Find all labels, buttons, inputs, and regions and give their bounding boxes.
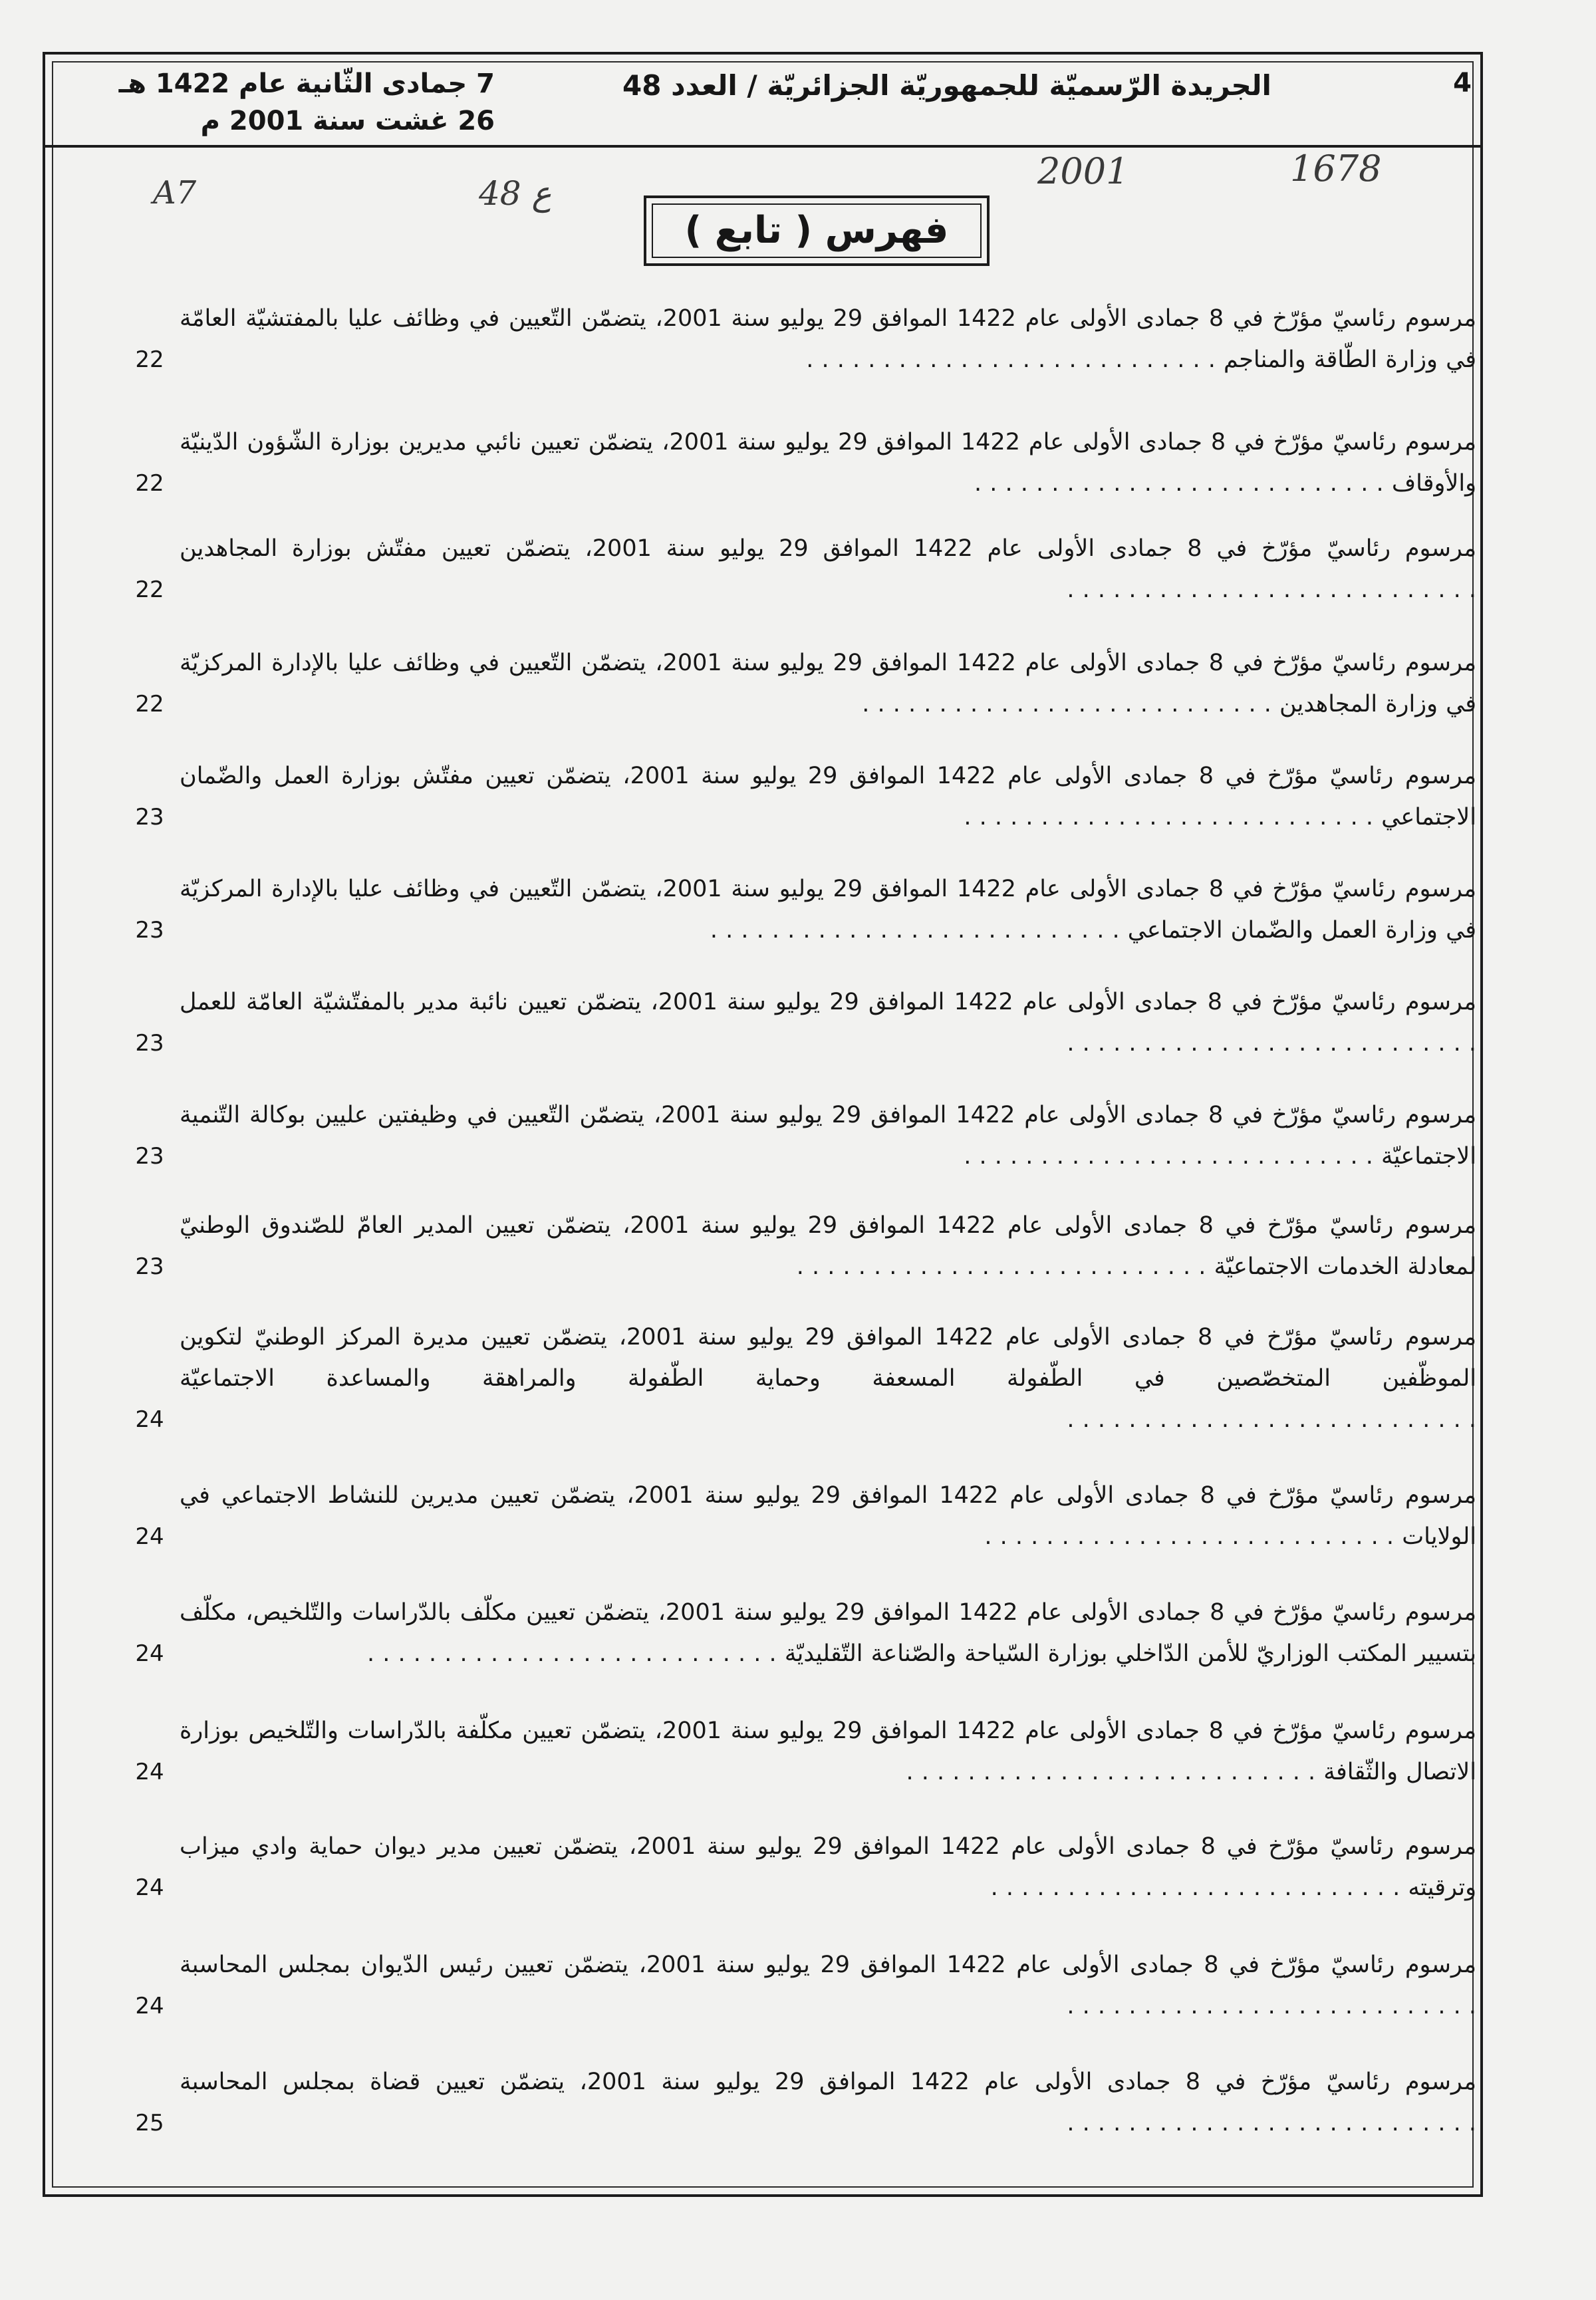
entry-text: مرسوم رئاسيّ مؤرّخ في 8 جمادى الأولى عام 1422 الموافق 29 يوليو سنة 2001، يتضمّن تعيين مفتّش بوزارة المجاهدين . . . . . . . . . . . . . . . . . . . . . . . . . . . xyxy=(180,535,1476,603)
entry-page-number: 22 xyxy=(135,470,164,497)
index-title-box xyxy=(644,195,990,266)
entry-page-number: 23 xyxy=(135,804,164,831)
entry-page-number: 23 xyxy=(135,1143,164,1170)
entry-page-number: 23 xyxy=(135,1253,164,1280)
entry-page-number: 24 xyxy=(135,1874,164,1901)
entry-text: مرسوم رئاسيّ مؤرّخ في 8 جمادى الأولى عام 1422 الموافق 29 يوليو سنة 2001، يتضمّن التّعيين في وظائف عليا بالإدارة المركزيّة في وزارة المجاهدين . . . . . . . . . . . . . . . . . . . . . . . . . . . xyxy=(180,650,1476,717)
entry-page-number: 24 xyxy=(135,1993,164,2019)
entry-text: مرسوم رئاسيّ مؤرّخ في 8 جمادى الأولى عام 1422 الموافق 29 يوليو سنة 2001، يتضمّن تعيين مديرة المركز الوطنيّ لتكوين الموظّفين المتخصّصين في الطّفولة المسعفة وحماية الطّفولة والمراهقة والمساعدة الاجتماعيّة . . . . . . . . . . . . . . . . . . . . . . . . . . . xyxy=(180,1324,1476,1433)
entry-page-number: 22 xyxy=(135,346,164,373)
gregorian-date: 26 غشت سنة 2001 م xyxy=(200,106,495,136)
entry-text: مرسوم رئاسيّ مؤرّخ في 8 جمادى الأولى عام 1422 الموافق 29 يوليو سنة 2001، يتضمّن تعيين مفتّش بوزارة العمل والضّمان الاجتماعي . . . . . . . . . . . . . . . . . . . . . . . . . . . xyxy=(180,763,1476,831)
entry-page-number: 25 xyxy=(135,2110,164,2136)
handwritten-note: 1678 xyxy=(1290,148,1382,190)
entry-text: مرسوم رئاسيّ مؤرّخ في 8 جمادى الأولى عام 1422 الموافق 29 يوليو سنة 2001، يتضمّن تعيين مكلّفة بالدّراسات والتّلخيص بوزارة الاتصال والثّقافة . . . . . . . . . . . . . . . . . . . . . . . . . . . xyxy=(180,1718,1476,1785)
handwritten-note: 2001 xyxy=(1037,150,1129,192)
handwritten-note: 48 ع xyxy=(479,174,552,213)
handwritten-note: A7 xyxy=(153,174,197,211)
entry-page-number: 22 xyxy=(135,576,164,603)
entry-text: مرسوم رئاسيّ مؤرّخ في 8 جمادى الأولى عام 1422 الموافق 29 يوليو سنة 2001، يتضمّن تعيين مديرين للنشاط الاجتماعي في الولايات . . . . . . . . . . . . . . . . . . . . . . . . . . . xyxy=(180,1482,1476,1550)
issue-date xyxy=(69,65,495,140)
hijri-date: 7 جمادى الثّانية عام 1422 هـ xyxy=(118,68,495,99)
entry-text: مرسوم رئاسيّ مؤرّخ في 8 جمادى الأولى عام 1422 الموافق 29 يوليو سنة 2001، يتضمّن تعيين مكلّف بالدّراسات والتّلخيص، مكلّف بتسيير المكتب الوزاريّ للأمن الدّاخلي بوزارة السّياحة والصّناعة التّقليديّة . . . . . . . . . . . . . . . . . . . . . . . . . . . xyxy=(180,1599,1476,1667)
entry-page-number: 24 xyxy=(135,1406,164,1433)
entry-text: مرسوم رئاسيّ مؤرّخ في 8 جمادى الأولى عام 1422 الموافق 29 يوليو سنة 2001، يتضمّن تعيين المدير العامّ للصّندوق الوطنيّ لمعادلة الخدمات الاجتماعيّة . . . . . . . . . . . . . . . . . . . . . . . . . . . xyxy=(180,1212,1476,1280)
journal-header xyxy=(43,61,1483,148)
entry-page-number: 23 xyxy=(135,917,164,944)
entry-page-number: 24 xyxy=(135,1759,164,1785)
entry-page-number: 23 xyxy=(135,1030,164,1057)
entry-text: مرسوم رئاسيّ مؤرّخ في 8 جمادى الأولى عام 1422 الموافق 29 يوليو سنة 2001، يتضمّن التّعيين في وظيفتين عليين بوكالة التّنمية الاجتماعيّة . . . . . . . . . . . . . . . . . . . . . . . . . . . xyxy=(180,1102,1476,1170)
entry-text: مرسوم رئاسيّ مؤرّخ في 8 جمادى الأولى عام 1422 الموافق 29 يوليو سنة 2001، يتضمّن تعيين نائبة مدير بالمفتّشيّة العامّة للعمل . . . . . . . . . . . . . . . . . . . . . . . . . . . xyxy=(180,989,1476,1057)
entry-text: مرسوم رئاسيّ مؤرّخ في 8 جمادى الأولى عام 1422 الموافق 29 يوليو سنة 2001، يتضمّن تعيين نائبي مديرين بوزارة الشّؤون الدّينيّة والأوقاف . . . . . . . . . . . . . . . . . . . . . . . . . . . xyxy=(180,429,1476,497)
entry-text: مرسوم رئاسيّ مؤرّخ في 8 جمادى الأولى عام 1422 الموافق 29 يوليو سنة 2001، يتضمّن التّعيين في وظائف عليا بالإدارة المركزيّة في وزارة العمل والضّمان الاجتماعي . . . . . . . . . . . . . . . . . . . . . . . . . . . xyxy=(180,876,1476,944)
entry-page-number: 24 xyxy=(135,1640,164,1667)
entry-text: مرسوم رئاسيّ مؤرّخ في 8 جمادى الأولى عام 1422 الموافق 29 يوليو سنة 2001، يتضمّن تعيين قضاة بمجلس المحاسبة . . . . . . . . . . . . . . . . . . . . . . . . . . . xyxy=(180,2069,1476,2136)
entry-text: مرسوم رئاسيّ مؤرّخ في 8 جمادى الأولى عام 1422 الموافق 29 يوليو سنة 2001، يتضمّن التّعيين في وظائف عليا بالمفتشيّة العامّة في وزارة الطّاقة والمناجم . . . . . . . . . . . . . . . . . . . . . . . . . . . xyxy=(180,305,1476,373)
entry-text: مرسوم رئاسيّ مؤرّخ في 8 جمادى الأولى عام 1422 الموافق 29 يوليو سنة 2001، يتضمّن تعيين مدير ديوان حماية وادي ميزاب وترقيته . . . . . . . . . . . . . . . . . . . . . . . . . . . xyxy=(180,1833,1476,1901)
page-number: 4 xyxy=(1453,68,1472,98)
entry-page-number: 24 xyxy=(135,1523,164,1550)
entry-page-number: 22 xyxy=(135,691,164,717)
index-title: فهرس ( تابع ) xyxy=(684,209,949,252)
journal-title: الجريدة الرّسميّة للجمهوريّة الجزائريّة / العدد 48 xyxy=(622,69,1271,102)
entry-text: مرسوم رئاسيّ مؤرّخ في 8 جمادى الأولى عام 1422 الموافق 29 يوليو سنة 2001، يتضمّن تعيين رئيس الدّيوان بمجلس المحاسبة . . . . . . . . . . . . . . . . . . . . . . . . . . . xyxy=(180,1952,1476,2019)
